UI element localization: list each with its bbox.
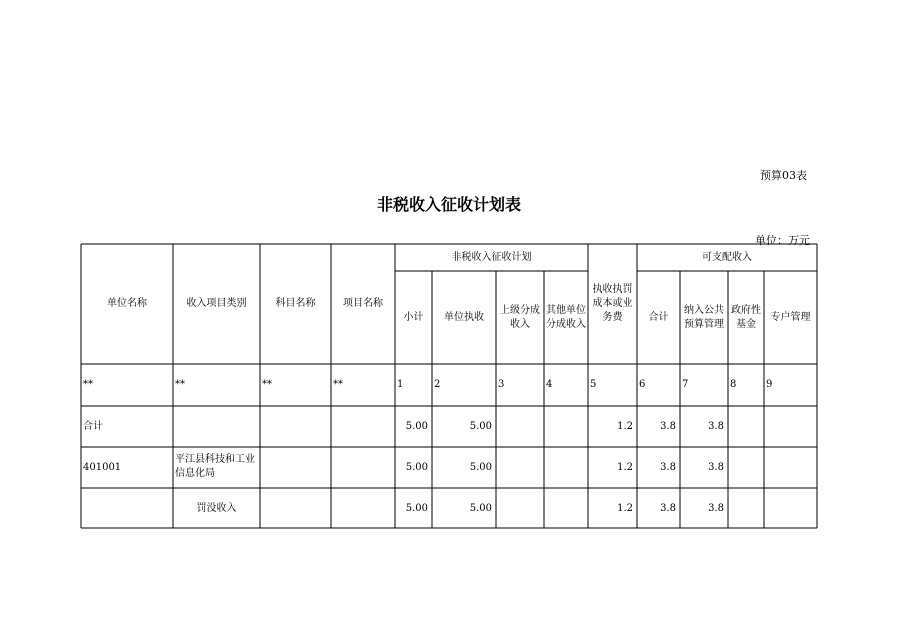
row-income-type: 平江县科技和工业信息化局 (175, 454, 255, 479)
index-cell: 5 (590, 379, 597, 390)
row-unit-collect: 5.00 (469, 462, 492, 473)
row-income-type: 罚没收入 (196, 503, 237, 514)
header-upper-share: 上级分成收入 (500, 304, 540, 330)
row-unit-collect: 5.00 (469, 503, 492, 514)
row-penalty-cost: 1.2 (617, 462, 633, 473)
row-public-budget: 3.8 (708, 462, 724, 473)
row-unit-collect: 5.00 (469, 421, 492, 432)
header-public-budget: 纳入公共预算管理 (684, 304, 724, 330)
header-unit-collect: 单位执收 (444, 311, 484, 323)
header-subject-name: 科目名称 (275, 298, 316, 309)
index-cell: 2 (434, 379, 441, 390)
index-cell: 7 (682, 379, 689, 390)
header-total: 合计 (648, 311, 669, 323)
header-project-name: 项目名称 (343, 298, 383, 309)
index-cell: 8 (730, 379, 737, 390)
header-penalty-cost: 执收执罚成本或业务费 (592, 284, 633, 323)
row-unit-name: 401001 (83, 462, 122, 473)
row-subtotal: 5.00 (405, 462, 428, 473)
row-penalty-cost: 1.2 (617, 421, 633, 432)
header-unit-name: 单位名称 (107, 298, 147, 309)
row-total: 3.8 (660, 503, 676, 514)
row-unit-name: 合计 (83, 421, 103, 432)
header-special: 专户管理 (770, 311, 811, 323)
unit-label: 单位：万元 (755, 234, 810, 247)
index-cell: ** (333, 379, 343, 390)
row-public-budget: 3.8 (708, 421, 724, 432)
row-subtotal: 5.00 (405, 421, 428, 432)
row-public-budget: 3.8 (708, 503, 724, 514)
page-title: 非税收入征收计划表 (376, 195, 521, 214)
index-cell: 3 (498, 379, 505, 390)
header-gov-fund: 政府性基金 (731, 304, 761, 330)
header-other-share: 其他单位分成收入 (546, 304, 586, 330)
row-total: 3.8 (660, 421, 676, 432)
header-disposable-group: 可支配收入 (702, 251, 752, 263)
index-cell: ** (262, 379, 272, 390)
index-cell: ** (175, 379, 185, 390)
index-cell: 9 (766, 379, 773, 390)
header-subtotal: 小计 (403, 311, 424, 323)
index-cell: 4 (546, 379, 553, 390)
index-cell: ** (83, 379, 93, 390)
header-plan-group: 非税收入征收计划 (451, 251, 532, 263)
index-cell: 1 (397, 379, 404, 390)
form-number: 预算03表 (760, 169, 807, 182)
row-total: 3.8 (660, 462, 676, 473)
header-income-type: 收入项目类别 (186, 298, 247, 309)
row-subtotal: 5.00 (405, 503, 428, 514)
row-penalty-cost: 1.2 (617, 503, 633, 514)
index-cell: 6 (639, 379, 646, 390)
